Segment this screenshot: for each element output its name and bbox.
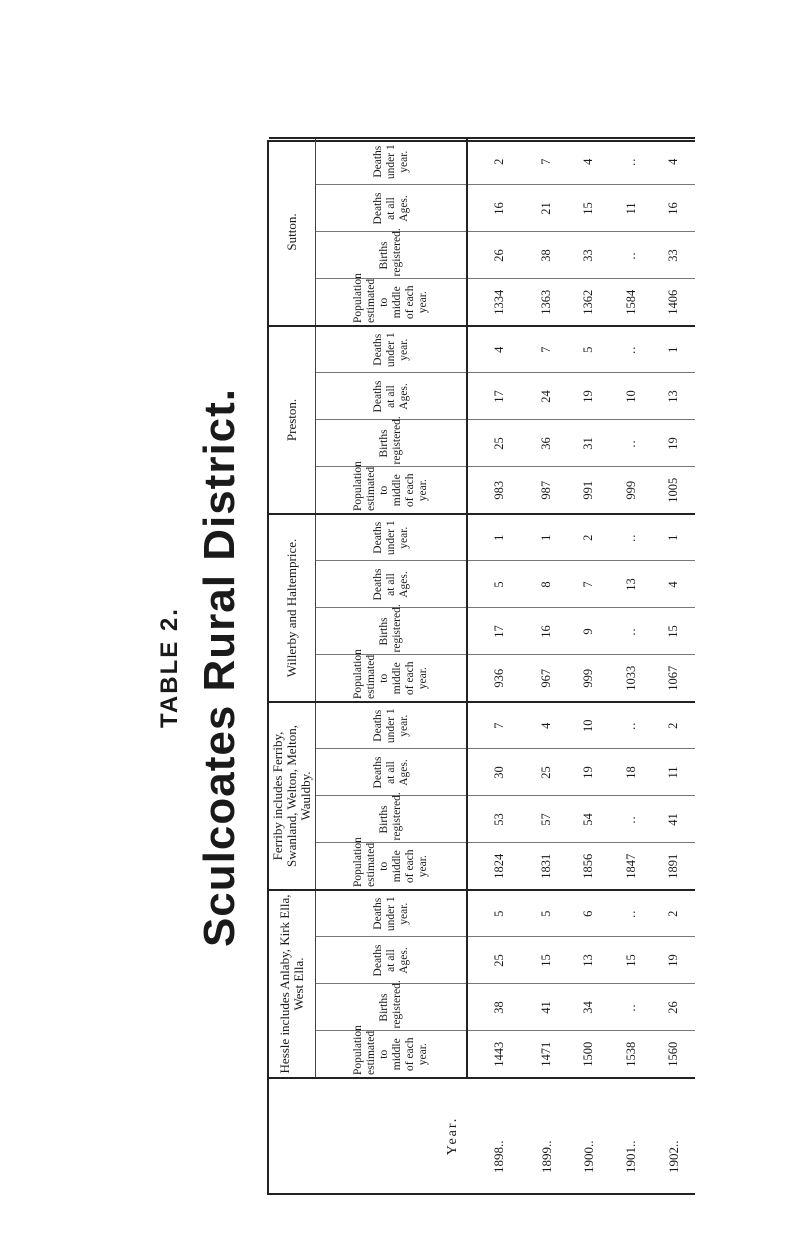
- table-cell: 1831: [525, 843, 567, 890]
- table-label: TABLE 2.: [156, 607, 183, 728]
- year-cell: 1901..: [610, 1078, 652, 1193]
- table-cell: 7: [568, 561, 610, 608]
- table-cell: 17: [467, 608, 525, 655]
- table-cell: 36: [525, 420, 567, 467]
- table-cell: 31: [568, 420, 610, 467]
- table-cell: 4: [653, 561, 695, 608]
- year-cell: 1898..: [467, 1078, 525, 1193]
- district-header-preston: Preston.: [269, 326, 316, 514]
- table-cell: 10: [610, 373, 652, 420]
- table-cell: 1500: [568, 1031, 610, 1078]
- table-row: [525, 138, 567, 1193]
- table-cell: 33: [653, 232, 695, 279]
- births-header: Births registered.: [316, 984, 468, 1031]
- table-cell: 11: [610, 185, 652, 232]
- population-header: Population estimated to middle of each year.: [316, 843, 468, 890]
- table-cell: 13: [653, 373, 695, 420]
- table-cell: 2: [467, 138, 525, 185]
- table-cell: 983: [467, 467, 525, 514]
- population-header: Population estimated to middle of each year.: [316, 655, 468, 702]
- births-header: Births registered.: [316, 420, 468, 467]
- table-cell: 4: [467, 326, 525, 373]
- deaths-all-ages-header: Deaths at all Ages.: [316, 561, 468, 608]
- table-cell: 16: [467, 185, 525, 232]
- table-cell: 999: [568, 655, 610, 702]
- table-cell: 1538: [610, 1031, 652, 1078]
- table-cell: 33: [568, 232, 610, 279]
- table-cell: 5: [525, 890, 567, 937]
- district-header-sutton: Sutton.: [269, 138, 316, 326]
- population-header: Population estimated to middle of each year.: [316, 279, 468, 326]
- table-cell: 2: [653, 890, 695, 937]
- table-cell: 15: [653, 608, 695, 655]
- table-cell: 53: [467, 796, 525, 843]
- table-cell: 999: [610, 467, 652, 514]
- population-header: Population estimated to middle of each year.: [316, 467, 468, 514]
- table-cell: 38: [467, 984, 525, 1031]
- table-cell: ..: [610, 514, 652, 561]
- deaths-under-1-header: Deaths under 1 year.: [316, 702, 468, 749]
- table-cell: 7: [467, 702, 525, 749]
- table-cell: 26: [653, 984, 695, 1031]
- table-cell: 1362: [568, 279, 610, 326]
- table-cell: 18: [610, 749, 652, 796]
- table-cell: 17: [467, 373, 525, 420]
- year-column-header: Year.: [269, 1078, 467, 1193]
- deaths-under-1-header: Deaths under 1 year.: [316, 138, 468, 185]
- table-cell: 41: [653, 796, 695, 843]
- table-cell: 9: [568, 608, 610, 655]
- district-header-hessle: Hessle includes Anlaby, Kirk Ella, West Ella.: [269, 890, 316, 1078]
- table-cell: ..: [610, 232, 652, 279]
- table-cell: 16: [653, 185, 695, 232]
- table-cell: 15: [610, 937, 652, 984]
- table-title: Sculcoates Rural District.: [195, 387, 244, 948]
- table-cell: ..: [610, 138, 652, 185]
- table-cell: 987: [525, 467, 567, 514]
- table-cell: 30: [467, 749, 525, 796]
- table-cell: 5: [467, 890, 525, 937]
- table-cell: 19: [653, 937, 695, 984]
- population-header: Population estimated to middle of each year.: [316, 1031, 468, 1078]
- table-cell: 1: [653, 514, 695, 561]
- table-cell: ..: [610, 326, 652, 373]
- table-cell: 1005: [653, 467, 695, 514]
- table-cell: 16: [525, 608, 567, 655]
- table-cell: 1406: [653, 279, 695, 326]
- table-cell: 38: [525, 232, 567, 279]
- table-cell: 936: [467, 655, 525, 702]
- table-row: [653, 138, 695, 1193]
- year-cell: 1899..: [525, 1078, 567, 1193]
- table-cell: 1: [653, 326, 695, 373]
- table-cell: 8: [525, 561, 567, 608]
- births-header: Births registered.: [316, 608, 468, 655]
- table-cell: 7: [525, 326, 567, 373]
- table-cell: ..: [610, 984, 652, 1031]
- table-cell: 21: [525, 185, 567, 232]
- table-cell: 4: [525, 702, 567, 749]
- table-cell: 54: [568, 796, 610, 843]
- table-cell: 1856: [568, 843, 610, 890]
- deaths-under-1-header: Deaths under 1 year.: [316, 326, 468, 373]
- table-cell: 24: [525, 373, 567, 420]
- table-cell: 26: [467, 232, 525, 279]
- deaths-all-ages-header: Deaths at all Ages.: [316, 185, 468, 232]
- table-cell: 5: [568, 326, 610, 373]
- table-cell: 1560: [653, 1031, 695, 1078]
- table-cell: 1443: [467, 1031, 525, 1078]
- table-cell: 19: [653, 420, 695, 467]
- rotated-page: [155, 140, 795, 1195]
- table-cell: ..: [610, 702, 652, 749]
- table-cell: 25: [467, 420, 525, 467]
- table-cell: 1471: [525, 1031, 567, 1078]
- table-cell: 13: [568, 937, 610, 984]
- deaths-all-ages-header: Deaths at all Ages.: [316, 749, 468, 796]
- deaths-under-1-header: Deaths under 1 year.: [316, 890, 468, 937]
- table-cell: 1067: [653, 655, 695, 702]
- table-cell: 6: [568, 890, 610, 937]
- births-header: Births registered.: [316, 232, 468, 279]
- table-row: [568, 138, 610, 1193]
- table-cell: 1824: [467, 843, 525, 890]
- table-cell: 15: [568, 185, 610, 232]
- year-cell: 1902..: [653, 1078, 695, 1193]
- table-cell: 967: [525, 655, 567, 702]
- table-row: [467, 138, 525, 1193]
- statistics-table: [267, 140, 695, 1195]
- births-header: Births registered.: [316, 796, 468, 843]
- table-cell: 57: [525, 796, 567, 843]
- table-cell: 25: [525, 749, 567, 796]
- table-cell: 7: [525, 138, 567, 185]
- table-cell: ..: [610, 796, 652, 843]
- table-cell: 10: [568, 702, 610, 749]
- table-cell: 5: [467, 561, 525, 608]
- table-cell: 2: [568, 514, 610, 561]
- table-cell: 2: [653, 702, 695, 749]
- table-cell: 1891: [653, 843, 695, 890]
- table-cell: 4: [653, 138, 695, 185]
- table-cell: 15: [525, 937, 567, 984]
- table-cell: 19: [568, 749, 610, 796]
- year-cell: 1900..: [568, 1078, 610, 1193]
- table-cell: ..: [610, 420, 652, 467]
- table-row: [610, 138, 652, 1193]
- district-header-willerby: Willerby and Haltemprice.: [269, 514, 316, 702]
- table-cell: 1: [467, 514, 525, 561]
- table-cell: 1: [525, 514, 567, 561]
- table-cell: 19: [568, 373, 610, 420]
- table-cell: 1033: [610, 655, 652, 702]
- table-cell: 1334: [467, 279, 525, 326]
- table-cell: 1847: [610, 843, 652, 890]
- table-cell: 25: [467, 937, 525, 984]
- deaths-under-1-header: Deaths under 1 year.: [316, 514, 468, 561]
- table-cell: 34: [568, 984, 610, 1031]
- deaths-all-ages-header: Deaths at all Ages.: [316, 937, 468, 984]
- table-cell: 11: [653, 749, 695, 796]
- table-cell: ..: [610, 608, 652, 655]
- table-cell: 41: [525, 984, 567, 1031]
- table-cell: 991: [568, 467, 610, 514]
- deaths-all-ages-header: Deaths at all Ages.: [316, 373, 468, 420]
- table-cell: 1584: [610, 279, 652, 326]
- district-header-ferriby: Ferriby includes Ferriby, Swanland, Welton, Melton, Wauldby.: [269, 702, 316, 890]
- table-cell: 4: [568, 138, 610, 185]
- table-cell: 13: [610, 561, 652, 608]
- table-cell: 1363: [525, 279, 567, 326]
- table-cell: ..: [610, 890, 652, 937]
